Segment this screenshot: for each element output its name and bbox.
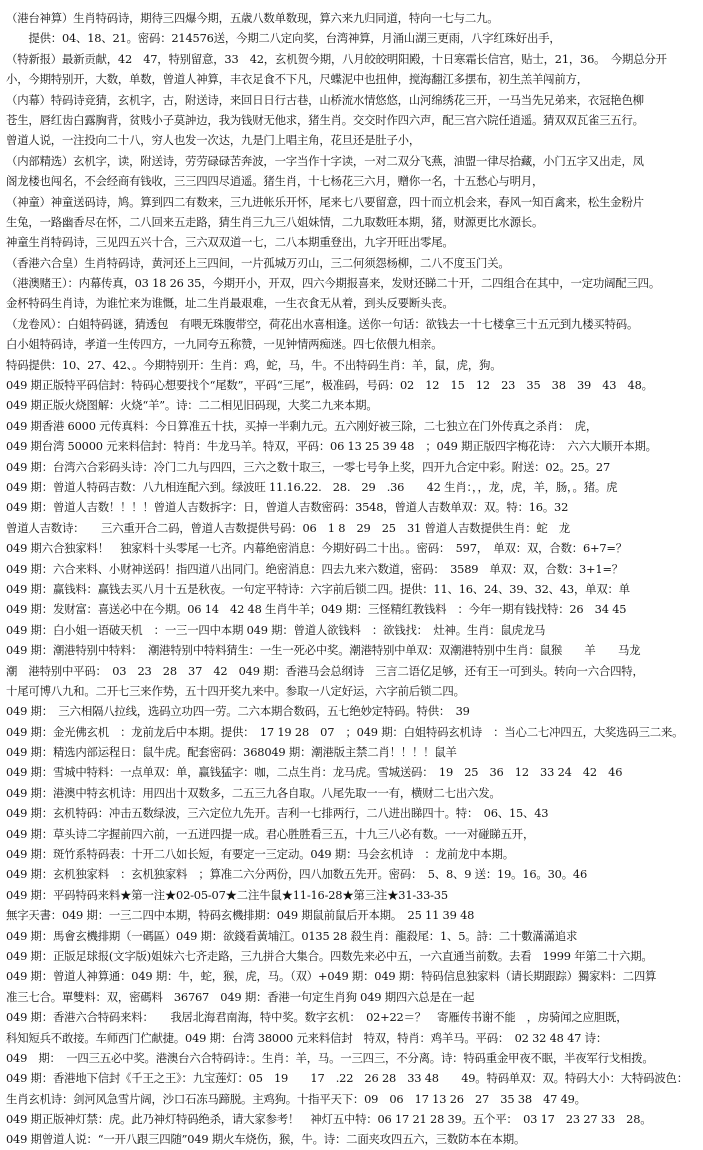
text-line: 049 期台湾 50000 元来料信封：特肖：牛龙马羊。特双，平码：06 13 25 39 48 ；049 期正版四字梅花诗： 六六大顺开本期。 <box>6 439 657 454</box>
text-line: 049 期： 一四三五必中奖。港澳台六合特码诗：。生肖：羊，马。一三四三，不分离。诗：特码重金甲夜不眠，半夜军行戈相拨。 <box>6 1050 654 1065</box>
text-line: 科知短兵不敢接。车师西门伫献捷。049 期：台湾 38000 元来料信封 特双，特肖：鸡羊马。平码： 02 32 48 47 诗： <box>6 1030 608 1045</box>
text-line: 049 期：平码特码来料★第一注★02-05-07★二注牛鼠★11-16-28★第三注★31-33-35 <box>6 887 448 902</box>
text-line: 049 期：六合来料、小财神送码！指四道八出同门。绝密消息：四去九来六数道，密码： 3589 单双：双，合数：3+1=？ <box>6 561 623 576</box>
text-line: 049 期：潮港特别中特料： 潮港特别中特料猜生：一生一死必中奖。潮港特别中单双：双潮港特别中生肖：鼠猴 羊 马龙 <box>6 643 641 658</box>
text-line: 049 期：雪城中特料：一点单双：单，赢钱猛字：咖，二点生肖：龙马虎。雪城送码： 19 25 36 12 33 24 42 46 <box>6 765 623 780</box>
text-line: 049 期：金光佛玄机 ：龙前龙后中本期。提供： 17 19 28 07 ；049 期：白姐特码玄机诗 ：当心二七冲四五，大奖选码三二来。 <box>6 724 684 739</box>
text-line: （内幕）特码诗竞猜，玄机字，古，附送诗，来回日日行古巷，山桥流水情悠悠，山河绵绣花三开，一马当先兄弟来，衣冠艳色柳 <box>6 92 644 107</box>
text-line: 神童生肖特码诗，三见四五兴十合，三六双双道一七，二八本期重登出，九字开旺出零尾。 <box>6 235 454 250</box>
text-line: 049 期香港 6000 元传真料：今日算准五十扶，买掉一半剩九元。五六刚好被三除，二七独立在门外传真之杀肖： 虎， <box>6 418 598 433</box>
text-line: 049 期：曾道人吉数！！！！曾道人吉数拆字：日，曾道人吉数密码：3548，曾道人吉数单双：双。特：16。32 <box>6 500 569 515</box>
text-line: 049 期：曾道人特码吉数：八九相连配六到。绿波旺 11.16.22. 28. 29 .36 42 生肖：，，龙，虎，羊，肠，。猪。虎 <box>6 479 618 494</box>
text-line: 潮 港特别中平码： 03 23 28 37 42 049 期：香港马会总纲诗 三言二语亿足够，还有王一可到头。转向一六合四特， <box>6 663 644 678</box>
text-line: 小，今期特别开，大数，单数，曾道人神算，丰衣足食不下凡，尺蝶泥中也扭伸，搅海翻江多摆布，初生羔羊闯前方， <box>6 72 588 87</box>
text-line: （内部精选）玄机字，读，附送诗，劳劳碌碌苦奔波，一字当作十字读，一对二双分飞燕，油盟一律尽拾藏，小门五字又出走，凤 <box>6 153 644 168</box>
text-line: 049 期：精选内部运程日：鼠牛虎。配套密码：368049 期：潮港版主禁二肖！！！！鼠羊 <box>6 745 457 760</box>
text-line: 苍生，唇红齿白露胸背，贫贱小子莫訲边，我为钱财无他求，猪生肖。交交时作四六声，配三宫六院任逍遥。猜双双瓦雀三五行。 <box>6 112 644 127</box>
text-line: 049 期： 三六相隔八拉线，选码立功四一劳。二六本期合数码，五七绝妙定特码。特供： 39 <box>6 704 470 719</box>
text-line: 提供：04、18、21。密码：214576送，今期二八定向奖，台湾神算，月涌山湖三更雨，八字红珠好出手， <box>6 31 561 46</box>
text-line: 特码提供：10、27、42、。今期特别开：生肖：鸡，蛇，马，牛。不出特码生肖：羊，鼠，虎，狗。 <box>6 357 502 372</box>
text-line: 生肖玄机诗：剑河风急雪片阔，沙口石冻马蹄脱。主鸡狗。十指平天下：09 06 17 13 26 27 35 38 47 49。 <box>6 1091 586 1106</box>
text-line: 阁龙楼也闯名，不会经商有钱收，三三四四尽逍遥。猪生肖，十七杨花三六月，赠你一名，十五愁心与明月， <box>6 174 544 189</box>
text-line: 049 期：台湾六合彩码头诗：冷门二九与四四，三六之数十取三，一零七号争上奖，四开九合定中彩。附送：02。25。27 <box>6 459 610 474</box>
text-line: 049 期正版火烧图解：火烧“羊”。诗：二二相见旧码现，大奖二九来本期。 <box>6 398 378 413</box>
text-line: （香港六合皇）生肖特码诗，黄河还上三四间，一片孤城万刃山，三二何须怨杨柳，二八不度玉门关。 <box>6 255 510 270</box>
text-line: 049 期：草头诗二字握前四六前，一五迸四提一成。君心胜胜看三五，十九三八必有数。一一对碰睇五开， <box>6 826 535 841</box>
text-line: 049 期：白小姐一语破天机 ：一三一四中本期 049 期：曾道人欲钱料 ：欲钱找： 灶神。生肖：鼠虎龙马 <box>6 622 546 637</box>
text-line: 049 期：港澳中特玄机诗：用四出十双数多，二五三九各自取。八尾先取一一有，横财二七出六发。 <box>6 785 501 800</box>
text-line: 049 期曾道人说：“一开八跟三四随”049 期火车烧伤，猴，牛。诗：二面夹攻四五六，三数防本在本期。 <box>6 1132 526 1147</box>
text-line: 准三七合。單雙料：双，密碼料 36767 049 期：香港一句定生肖狗 049 期四六总是在一起 <box>6 989 475 1004</box>
text-line: 金杯特码生肖诗，为谁忙来为谁慨，址二生肖最艰难，一生衣食无从着，到头反要断头丧。 <box>6 296 454 311</box>
text-line: （港台神算）生肖特码诗，期待三四爆今期，五歳八数单数现，算六来九归同道，特向一七与二九。 <box>6 11 499 25</box>
text-line: （神童）神童送码诗，鸠。算到四二有数来，三九进帐乐开怀，尾来七八要留意，四十而立机会来，春风一知百禽来，松生金粉片 <box>6 194 644 209</box>
text-line: 049 期六合独家料！ 独家料十头零尾一七齐。内幕绝密消息：今期好码二十出。。密码： 597， 单双：双，合数：6+7=？ <box>6 541 627 556</box>
text-line: 生兔，一路幽香尽在怀，二八回来五走路，猜生肖三九三八姐妹情，二九取数旺本期，猪，财源更比水源长。 <box>6 214 544 229</box>
text-line: 十尾可博八九和。二开七三来作势，五十四开奖九来中。参取一八定好运，六字前后锁二四。 <box>6 683 465 698</box>
text-line: 049 期：发财富：喜送必中在今期。06 14 42 48 生肖牛羊；049 期：三怪精红教钱料 ：今年一期有钱找特：26 34 45 <box>6 602 627 617</box>
text-line: 049 期：正版足球报(文字版)姐妹六七齐走路，三九拼合大集合。四数先来必中五，一六直通当前数。去看 1999 年第二十六期。 <box>6 948 653 963</box>
text-line: 049 期：曾道人神算通：049 期：牛，蛇，猴，虎，马。（双）+049 期：049 期：特码信息独家料（请长期跟踪）獨家料：二四算 <box>6 969 657 984</box>
text-line: 無字天書：049 期：一三二四中本期，特码玄機排期：049 期鼠前鼠后开本期。 25 11 39 48 <box>6 908 475 923</box>
text-line: 曾道人说，一注投向二十八，穷人也发一次达，九是门上唱主角，花旦还是肚子小， <box>6 133 421 148</box>
text-line: （龙卷风）：白姐特码谜，猜透包 有喂无珠腹带空，荷花出水喜相逢。送你一句话：欲钱去一十七楼拿三十五元到九楼买特码。 <box>6 316 639 331</box>
text-line: （港澳赌王）：内幕传真，03 18 26 35，今期开小，开双，四六今期报喜来，发财还睇二十开，二四组合在其中，一定功阔配三四。 <box>6 276 661 291</box>
text-line: 白小姐特码诗，孝道一生传四方，一九同夸五称赞，一见钟情两痴迷。四七依偎九相亲。 <box>6 337 443 352</box>
text-line: 049 期：玄机特码：冲击五数绿波，三六定位九先开。吉利一七排两行，二八进出睇四十。特： 06、15、43 <box>6 806 549 821</box>
text-line: 曾道人吉数诗： 三六重开合二码，曾道人吉数提供号码：06 1 8 29 25 31 曾道人吉数提供生肖：蛇 龙 <box>6 520 571 535</box>
text-line: 049 期正版神灯禁：虎。此乃神灯特码绝杀，请大家参考！ 神灯五中特：06 17 21 28 39。五个平： 03 17 23 27 33 28。 <box>6 1112 652 1127</box>
text-line: 049 期：玄机独家料 ：玄机独家料 ；算准二六分两份，四八加数五先开。密码： 5、8、9 送：19。16。30。46 <box>6 867 587 882</box>
text-line: （特新报）最新贡献，42 47，特别留意，33 42，玄机贺今期，八月皎皎明阳殿，十日寒霜长信宫，贴士，21，36。 今期总分开 <box>6 51 667 66</box>
text-line: 049 期正版特平码信封：特码心想要找个“尾数”，平码“三尾”，极准码，号码：02 12 15 12 23 35 38 39 43 48。 <box>6 378 653 393</box>
text-line: 049 期：赢钱料：赢钱去买八月十五是秋夜。一句定平特诗：六字前后锁二四。提供：11、16、24、39、32、43，单双：单 <box>6 581 630 596</box>
text-line: 049 期：斑竹系特码表：十开二八如长短，有要定一三定动。049 期：马会玄机诗 ：龙前龙中本期。 <box>6 847 514 862</box>
text-line: 049 期：香港六合特码来料： 我居北海君南海，特中奖。数字玄机： 02+22＝？ 寄雁传书谢不能 ，房骑闻之应胆既， <box>6 1010 628 1025</box>
text-line: 049 期：香港地下信封《千王之王》：九宝莲灯：05 19 17 .22 26 28 33 48 49。特码单双：双。特码大小：大特码波色： <box>6 1071 688 1086</box>
text-line: 049 期：馬會玄機排期（一碼區）049 期：欲錢看黃埔江。0135 28 殺生肖：龍殺尾：1、5。詩：二十數滿滿追求 <box>6 928 578 943</box>
